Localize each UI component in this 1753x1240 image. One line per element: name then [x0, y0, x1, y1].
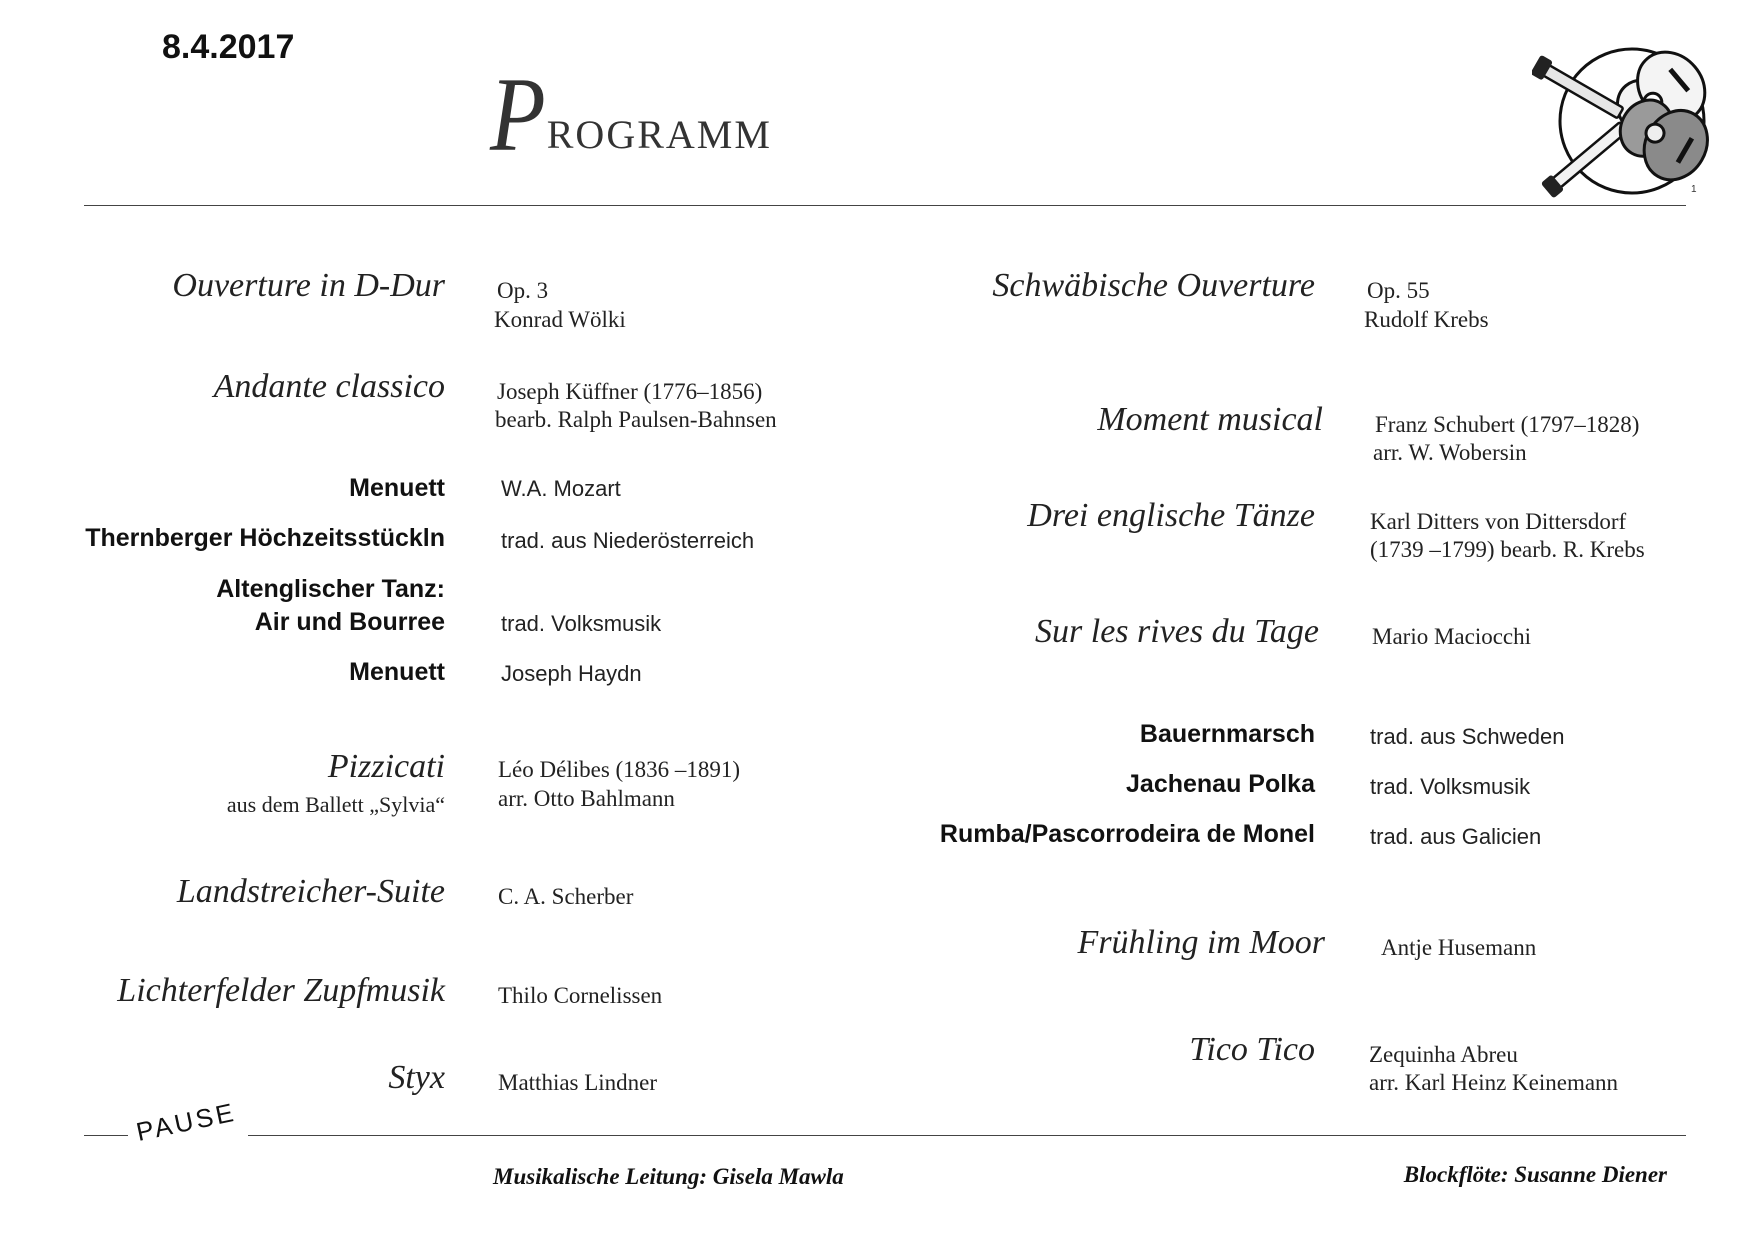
piece-title: Moment musical: [1097, 401, 1323, 438]
piece-title: Sur les rives du Tage: [1035, 613, 1319, 650]
piece-title: Air und Bourree: [254, 608, 445, 636]
composer-line: trad. aus Niederösterreich: [501, 528, 755, 553]
piece-title: Pizzicati: [327, 748, 445, 785]
footer-divider-left: [84, 1135, 128, 1136]
soloist-credit: Blockflöte: Susanne Diener: [1403, 1162, 1667, 1187]
composer-line: Léo Délibes (1836 –1891): [498, 757, 741, 782]
piece-title: Jachenau Polka: [1126, 770, 1315, 798]
piece-title: Altenglischer Tanz:: [216, 575, 445, 603]
piece-title: Drei englische Tänze: [1027, 497, 1315, 534]
piece-title: Schwäbische Ouverture: [992, 267, 1315, 304]
page-title: [490, 56, 772, 173]
composer-line: Op. 3: [497, 278, 549, 303]
page-number: 1: [1691, 184, 1697, 195]
composer-line: Joseph Küffner (1776–1856): [497, 379, 763, 404]
footer-divider: [248, 1135, 1686, 1136]
composer-line: Antje Husemann: [1381, 935, 1537, 960]
guitars-logo-icon: [1532, 42, 1732, 200]
piece-title: Andante classico: [213, 368, 445, 405]
composer-line: Rudolf Krebs: [1364, 307, 1489, 332]
piece-title: Thernberger Höchzeitsstückln: [85, 524, 445, 552]
composer-line: Joseph Haydn: [501, 661, 642, 686]
pause-label: PAUSE: [133, 1096, 239, 1148]
piece-title: Bauernmarsch: [1139, 720, 1315, 748]
composer-line: Zequinha Abreu: [1369, 1042, 1518, 1067]
conductor-credit: Musikalische Leitung: Gisela Mawla: [493, 1164, 844, 1189]
piece-title: Styx: [388, 1059, 445, 1096]
composer-line: bearb. Ralph Paulsen-Bahnsen: [495, 407, 777, 432]
composer-line: trad. Volksmusik: [501, 611, 662, 636]
composer-line: Konrad Wölki: [494, 307, 626, 332]
composer-line: Op. 55: [1367, 278, 1430, 303]
piece-title: Lichterfelder Zupfmusik: [117, 972, 445, 1009]
title-rest: ROGRAMM: [546, 112, 772, 157]
composer-line: Mario Maciocchi: [1372, 624, 1532, 649]
composer-line: Franz Schubert (1797–1828): [1375, 412, 1640, 437]
header-divider: [84, 205, 1686, 206]
composer-line: Karl Ditters von Dittersdorf: [1370, 509, 1627, 534]
composer-line: W.A. Mozart: [501, 476, 621, 501]
piece-title: Rumba/Pascorrodeira de Monel: [939, 820, 1315, 848]
composer-line: Matthias Lindner: [498, 1070, 658, 1095]
composer-line: Thilo Cornelissen: [498, 983, 663, 1008]
composer-line: arr. Otto Bahlmann: [498, 786, 675, 811]
composer-line: arr. W. Wobersin: [1373, 440, 1527, 465]
piece-title: Frühling im Moor: [1077, 924, 1325, 961]
piece-title: Tico Tico: [1189, 1031, 1315, 1068]
piece-subtitle: aus dem Ballett „Sylvia“: [226, 792, 445, 817]
piece-title: Menuett: [349, 474, 445, 502]
piece-title: Menuett: [349, 658, 445, 686]
piece-title: Landstreicher-Suite: [176, 873, 445, 910]
composer-line: trad. Volksmusik: [1370, 774, 1531, 799]
composer-line: C. A. Scherber: [498, 884, 634, 909]
composer-line: (1739 –1799) bearb. R. Krebs: [1370, 537, 1645, 562]
composer-line: trad. aus Schweden: [1370, 724, 1565, 749]
concert-date: 8.4.2017: [162, 28, 295, 66]
piece-title: Ouverture in D-Dur: [172, 267, 445, 304]
title-initial: P: [490, 56, 546, 173]
composer-line: trad. aus Galicien: [1370, 824, 1542, 849]
composer-line: arr. Karl Heinz Keinemann: [1369, 1070, 1619, 1095]
